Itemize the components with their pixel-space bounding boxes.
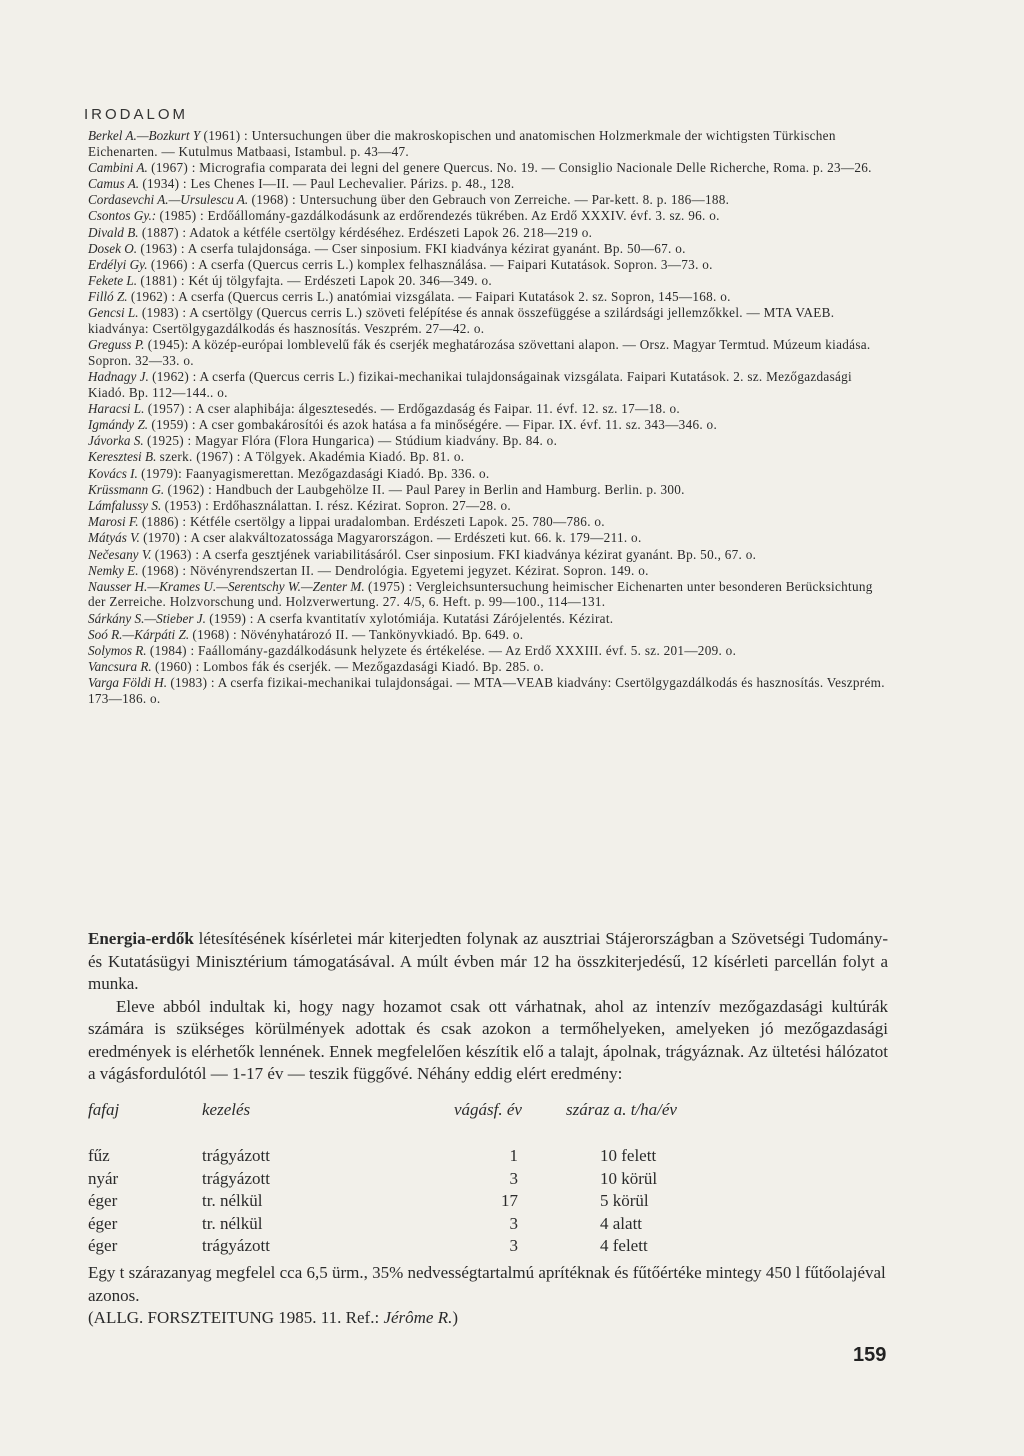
reference-item [88,675,888,706]
reference-author: Cambini A. [88,159,148,175]
reference-author: Nausser H.—Krames U.—Serentschy W.—Zenter M. [88,578,365,594]
reference-author: Solymos R. [88,643,147,659]
reference-text: (1968) : Növényrendszertan II. — Dendrológia. Egyetemi jegyzet. Kézirat. Sopron. 149. o. [141,562,649,578]
reference-author: Lámfalussy S. [88,497,162,513]
reference-item [88,643,888,659]
reference-text: (1983) : A cserfa fizikai-mechanikai tulajdonságai. — MTA—VEAB kiadvány: Csertölgygazdálkodás és hasznosítás. Veszprém. 173—186. o. [88,675,885,706]
table-cell: 1 [509,1146,518,1165]
table-row [88,1236,848,1259]
reference-item [88,401,888,417]
reference-text: (1968) : Növényhatározó II. — Tankönyvkiadó. Bp. 649. o. [192,626,524,642]
article-p1-text: létesítésének kísérletei már kiterjedten folynak az ausztriai Stájerországban a Szövetségi Tudomány- és Kutatásügyi Minisztérium támogatásával. A múlt évben már 12 ha összkiterjedésű, 12 kísérleti parcellán folyt a munka. [88,929,888,993]
reference-item [88,449,888,465]
reference-author: Igmándy Z. [88,417,149,432]
table-cell: tr. nélkül [202,1213,263,1233]
reference-author: Filló Z. [88,289,128,305]
note-source [88,1307,888,1330]
reference-item [88,498,888,514]
reference-item [88,289,888,305]
table-cell: 4 felett [600,1236,648,1255]
reference-item [88,514,888,530]
reference-text: (1959) : A cser gombakárosítói és azok hatása a fa minőségére. — Fipar. IX. évf. 11. sz. 343—346. o. [151,417,718,432]
reference-item [88,337,888,368]
table-cell: 3 [509,1168,518,1188]
reference-author: Hadnagy J. [88,369,149,385]
reference-item [88,530,888,546]
reference-author: Soó R.—Kárpáti Z. [88,626,190,642]
table-cell: 4 alatt [600,1213,643,1233]
reference-author: Dosek O. [88,240,138,256]
table-body [88,1146,848,1259]
reference-text: (1966) : A cserfa (Quercus cerris L.) komplex felhasználása. — Faipari Kutatások. Sopron. 3—73. o. [150,256,713,272]
table-cell: trágyázott [202,1236,270,1255]
reference-author: Csontos Gy.: [88,208,157,224]
reference-text: (1985) : Erdőállomány-gazdálkodásunk az erdőrendezés tükrében. Az Erdő XXXIV. évf. 3. sz. 96. o. [159,208,720,224]
reference-text: (1934) : Les Chenes I—II. — Paul Lechevalier. Párizs. p. 48., 128. [142,175,515,191]
article-paragraph-1 [88,928,888,996]
reference-text: (1962) : A cserfa (Quercus cerris L.) anatómiai vizsgálata. — Faipari Kutatások 2. sz. Sopron, 145—168. o. [130,289,731,305]
reference-text: (1953) : Erdőhasználattan. I. rész. Kézirat. Sopron. 27—28. o. [164,497,511,513]
reference-item [88,482,888,498]
reference-item [88,208,888,224]
reference-item [88,305,888,336]
table-cell: 10 felett [600,1146,657,1165]
reference-list [88,128,888,707]
reference-item [88,225,888,241]
reference-author: Marosi F. [88,514,139,530]
news-article [88,928,888,1086]
reference-author: Sárkány S.—Stieber J. [88,610,206,626]
header-vagasf: vágásf. év [454,1100,522,1119]
reference-text: (1963) : A cserfa gesztjének variabilitásáról. Cser sinposium. FKI kiadványa kézirat gyanánt. Bp. 50., 67. o. [154,546,757,562]
reference-text: (1963) : A cserfa tulajdonsága. — Cser sinposium. FKI kiadványa kézirat gyanánt. Bp. 50—67. o. [140,240,686,256]
footnote [88,1262,888,1330]
reference-text: (1925) : Magyar Flóra (Flora Hungarica) — Stúdium kiadvány. Bp. 84. o. [146,433,558,449]
table-row [88,1146,848,1169]
table-cell: tr. nélkül [202,1191,263,1210]
reference-author: Mátyás V. [88,530,140,546]
reference-item [88,160,888,176]
reference-item [88,466,888,482]
reference-text: (1970) : A cser alakváltozatossága Magyarországon. — Erdészeti kut. 66. k. 179—211. o. [143,530,642,546]
table-cell: 10 körül [600,1168,658,1188]
reference-item [88,417,888,433]
source-text: (ALLG. FORSZTEITUNG 1985. 11. Ref.: [88,1308,384,1327]
source-author: Jérôme R. [383,1308,453,1327]
reference-item [88,547,888,563]
table-row [88,1214,848,1237]
reference-author: Vancsura R. [88,659,152,675]
reference-item [88,579,888,610]
reference-item [88,176,888,192]
reference-item [88,611,888,627]
reference-text: (1887) : Adatok a kétféle csertölgy kérdéséhez. Erdészeti Lapok 26. 218—219 o. [141,224,593,240]
reference-text: (1979): Faanyagismerettan. Mezőgazdasági Kiadó. Bp. 336. o. [141,465,490,481]
table-cell: trágyázott [202,1168,270,1188]
table-cell: éger [88,1236,118,1255]
reference-text: (1962) : A cserfa (Quercus cerris L.) fizikai-mechanikai tulajdonságainak vizsgálata. Faipari Kutatások. 2. sz. Mezőgazdasági Kiadó. Bp. 112—144.. o. [88,369,853,400]
table-header [88,1100,848,1124]
table-cell: trágyázott [202,1146,270,1165]
reference-author: Camus A. [88,175,140,191]
reference-text: (1959) : A cserfa kvantitatív xylotómiája. Kutatási Zárójelentés. Kézirat. [209,610,614,626]
reference-author: Divald B. [88,224,139,240]
source-close: ) [452,1308,459,1327]
table-cell: 17 [501,1191,518,1210]
header-fafaj: fafaj [88,1100,120,1119]
reference-author: Cordasevchi A.—Ursulescu A. [88,192,249,208]
reference-item [88,433,888,449]
header-szaraz: száraz a. t/ha/év [566,1100,677,1119]
note-line: Egy t szárazanyag megfelel cca 6,5 ürm., 35% nedvességtartalmú aprítéknak és fűtőértéke mintegy 450 l fűtőolajéval azonos. [88,1263,886,1305]
reference-author: Erdélyi Gy. [88,256,148,272]
table-cell: 5 körül [600,1191,649,1210]
reference-item [88,659,888,675]
reference-author: Fekete L. [88,273,138,289]
reference-text: (1945): A közép-európai lomblevelű fák és cserjék meghatározása szövettani alapon. — Orsz. Magyar Termtud. Múzeum kiadása. Sopron. 32—33. o. [88,337,871,368]
reference-author: Krüssmann G. [88,481,165,497]
reference-author: Nemky E. [88,562,139,578]
page-number: 159 [853,1344,887,1366]
results-table [88,1100,848,1259]
reference-author: Greguss P. [88,337,145,353]
reference-text: (1967) : Micrografia comparata dei legni del genere Quercus. No. 19. — Consiglio Nacionale Delle Richerche, Roma. p. 23—26. [151,159,872,175]
reference-author: Varga Földi H. [88,675,168,691]
reference-author: Berkel A.—Bozkurt Y [88,128,201,143]
table-cell: éger [88,1191,118,1210]
table-cell: fűz [88,1146,110,1165]
table-cell: éger [88,1213,118,1233]
reference-text: szerk. (1967) : A Tölgyek. Akadémia Kiadó. Bp. 81. o. [159,449,465,465]
table-row [88,1169,848,1192]
table-cell: 3 [509,1236,518,1255]
reference-item [88,563,888,579]
reference-item [88,192,888,208]
table-cell: 3 [509,1213,518,1233]
reference-author: Nečesany V. [88,546,152,562]
reference-author: Kovács I. [88,465,138,481]
reference-text: (1961) : Untersuchungen über die makroskopischen und anatomischen Holzmerkmale der wichtigsten Türkischen Eichenarten. — Kutulmus Matbaasi, Istambul. p. 43—47. [88,128,836,159]
reference-item [88,273,888,289]
reference-author: Keresztesi B. [88,449,157,465]
reference-item [88,627,888,643]
reference-item [88,257,888,273]
section-heading: IRODALOM [84,106,189,123]
reference-text: (1968) : Untersuchung über den Gebrauch von Zerreiche. — Par-kett. 8. p. 186—188. [251,192,730,208]
reference-item [88,241,888,257]
article-lead: Energia-erdők [88,929,194,948]
reference-author: Jávorka S. [88,433,144,449]
article-paragraph-2: Eleve abból indultak ki, hogy nagy hozamot csak ott várhatnak, ahol az intenzív mezőgazdasági kultúrák számára is szükséges körülmények adottak és csak azokon a termőhelyeken, amelyeken jó mezőgazdasági eredmények is elérhetők lennének. Ennek megfelelően készítik elő a talajt, ápolnak, trágyáznak. Az ültetési hálózatot a vágásfordulótól — 1-17 év — teszik függővé. Néhány eddig elért eredmény: [88,996,888,1083]
reference-text: (1984) : Faállomány-gazdálkodásunk helyzete és értékelése. — Az Erdő XXXIII. évf. 5. sz. 201—209. o. [149,643,737,659]
reference-text: (1957) : A cser alaphibája: álgesztesedés. — Erdőgazdaság és Faipar. 11. évf. 12. sz. 17—18. o. [147,400,681,416]
reference-author: Gencsi L. [88,305,139,321]
reference-text: (1962) : Handbuch der Laubgehölze II. — Paul Parey in Berlin and Hamburg. Berlin. p. 300. [167,481,685,497]
reference-text: (1886) : Kétféle csertölgy a lippai uradalomban. Erdészeti Lapok. 25. 780—786. o. [141,514,605,530]
reference-item [88,128,888,159]
reference-text: (1983) : A csertölgy (Quercus cerris L.) szöveti felépítése és annak összefüggése a szilárdsági jellemzőkkel. — MTA VAEB. kiadványa: Csertölgygazdálkodás és hasznosítás. Veszprém. 27—42. o. [88,305,835,337]
reference-text: (1960) : Lombos fák és cserjék. — Mezőgazdasági Kiadó. Bp. 285. o. [155,659,544,675]
table-cell: nyár [88,1168,119,1188]
reference-text: (1975) : Vergleichsuntersuchung heimischer Eichenarten unter besonderen Berücksichtung der Zerreiche. Holzvorschung und. Holzverwertung. 27. 4/5, 6. Heft. p. 99—100., 114—131. [88,578,873,610]
reference-item [88,369,888,400]
reference-text: (1881) : Két új tölgyfajta. — Erdészeti Lapok 20. 346—349. o. [140,273,492,289]
table-row [88,1191,848,1214]
header-kezeles: kezelés [202,1100,251,1119]
reference-author: Haracsi L. [88,400,145,416]
